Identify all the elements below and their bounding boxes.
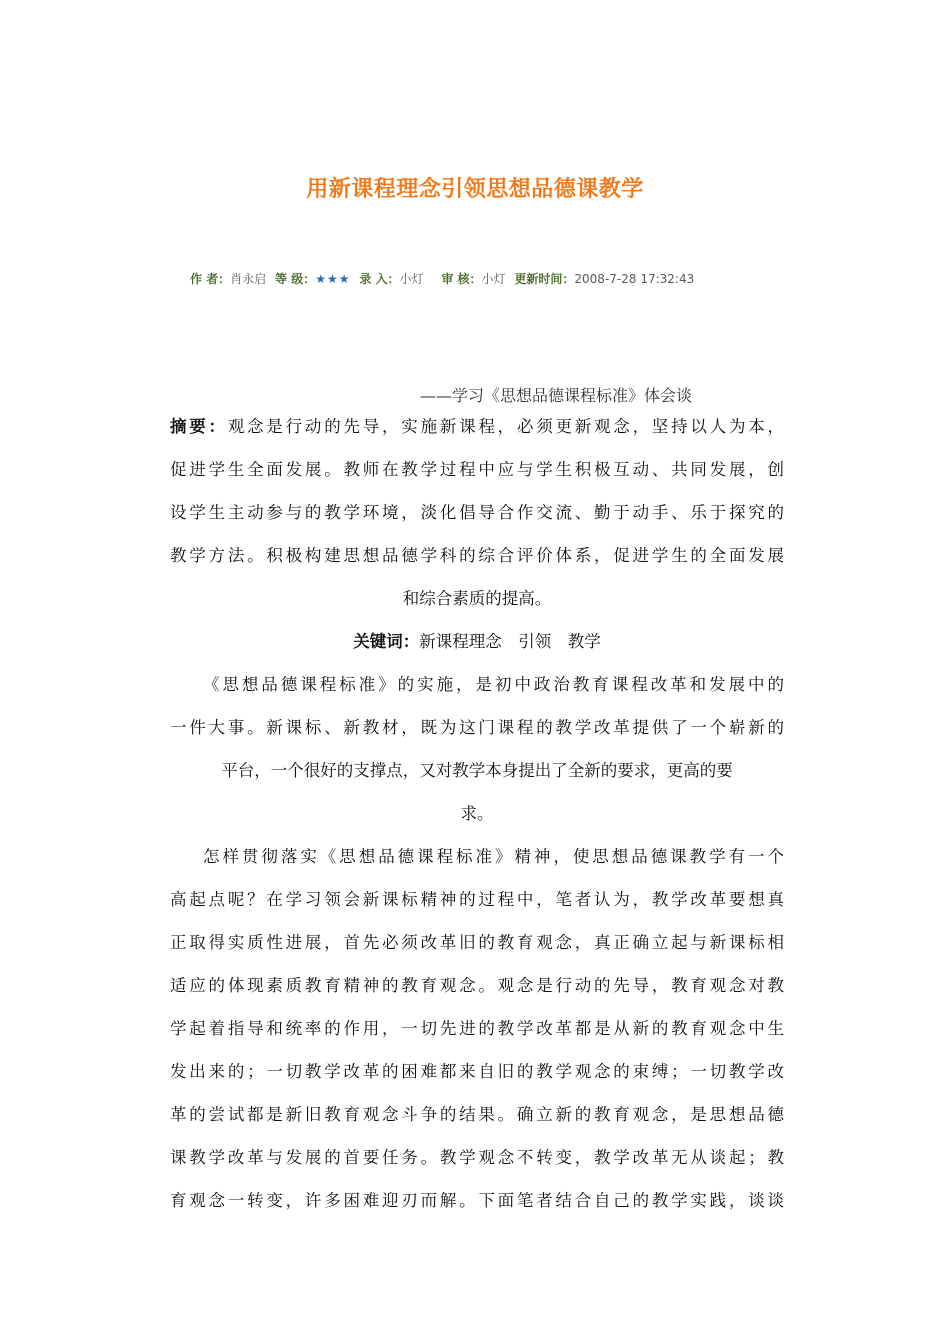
- abstract-line: 设学生主动参与的教学环境，淡化倡导合作交流、勤于动手、乐于探究的: [170, 503, 784, 522]
- paragraph-line: 发出来的；一切教学改革的困难都来自旧的教学观念的束缚；一切教学改: [170, 1062, 784, 1081]
- article-meta: [190, 270, 830, 287]
- paragraph-line: 怎样贯彻落实《思想品德课程标准》精神，使思想品德课教学有一个: [203, 847, 784, 866]
- paragraph-line: 一件大事。新课标、新教材，既为这门课程的教学改革提供了一个崭新的: [170, 718, 784, 737]
- paragraph-line: 学起着指导和统率的作用，一切先进的教学改革都是从新的教育观念中生: [170, 1019, 784, 1038]
- keywords: [170, 620, 784, 663]
- paragraph-line: 革的尝试都是新旧教育观念斗争的结果。确立新的教育观念，是思想品德: [170, 1105, 784, 1124]
- keywords-label: 关键词：: [353, 632, 420, 651]
- paragraph-2: [170, 835, 784, 1222]
- paragraph-line: 《思想品德课程标准》的实施，是初中政治教育课程改革和发展中的: [203, 675, 784, 694]
- article-body: [170, 405, 784, 1222]
- entry-value: 小灯: [399, 272, 424, 286]
- keywords-text: 新课程理念 引领 教学: [419, 632, 601, 651]
- article-subtitle: ——学习《思想品德课程标准》体会谈: [420, 386, 693, 405]
- paragraph-line: 高起点呢？在学习领会新课标精神的过程中，笔者认为，教学改革要想真: [170, 890, 784, 909]
- abstract-line: 和综合素质的提高。: [402, 589, 552, 608]
- entry-label: 录 入：: [359, 272, 400, 286]
- paragraph-line: 课教学改革与发展的首要任务。教学观念不转变，教学改革无从谈起；教: [170, 1148, 784, 1167]
- review-label: 审 核：: [441, 272, 482, 286]
- abstract: [170, 405, 784, 620]
- level-stars-icon: ★★★: [315, 272, 351, 286]
- abstract-line: 摘要：观念是行动的先导，实施新课程，必须更新观念，坚持以人为本，: [170, 417, 785, 436]
- paragraph-line: 求。: [460, 804, 494, 823]
- abstract-label: 摘要：: [170, 417, 228, 436]
- paragraph-line: 平台，一个很好的支撑点，又对教学本身提出了全新的要求，更高的要: [221, 761, 733, 780]
- updated-value: 2008-7-28 17:32:43: [574, 272, 695, 286]
- article-title: 用新课程理念引领思想品德课教学: [306, 177, 644, 202]
- abstract-line: 教学方法。积极构建思想品德学科的综合评价体系，促进学生的全面发展: [170, 546, 784, 565]
- abstract-line: 促进学生全面发展。教师在教学过程中应与学生积极互动、共同发展，创: [170, 460, 784, 479]
- paragraph-1: [170, 663, 784, 835]
- paragraph-line: 适应的体现素质教育精神的教育观念。观念是行动的先导，教育观念对教: [170, 976, 784, 995]
- author-value: 肖永启: [230, 272, 267, 286]
- review-value: 小灯: [481, 272, 506, 286]
- author-label: 作 者：: [190, 272, 231, 286]
- paragraph-line: 育观念一转变，许多困难迎刃而解。下面笔者结合自己的教学实践，谈谈: [170, 1191, 784, 1210]
- updated-label: 更新时间：: [514, 272, 575, 286]
- paragraph-line: 正取得实质性进展，首先必须改革旧的教育观念，真正确立起与新课标相: [170, 933, 784, 952]
- level-label: 等 级：: [275, 272, 316, 286]
